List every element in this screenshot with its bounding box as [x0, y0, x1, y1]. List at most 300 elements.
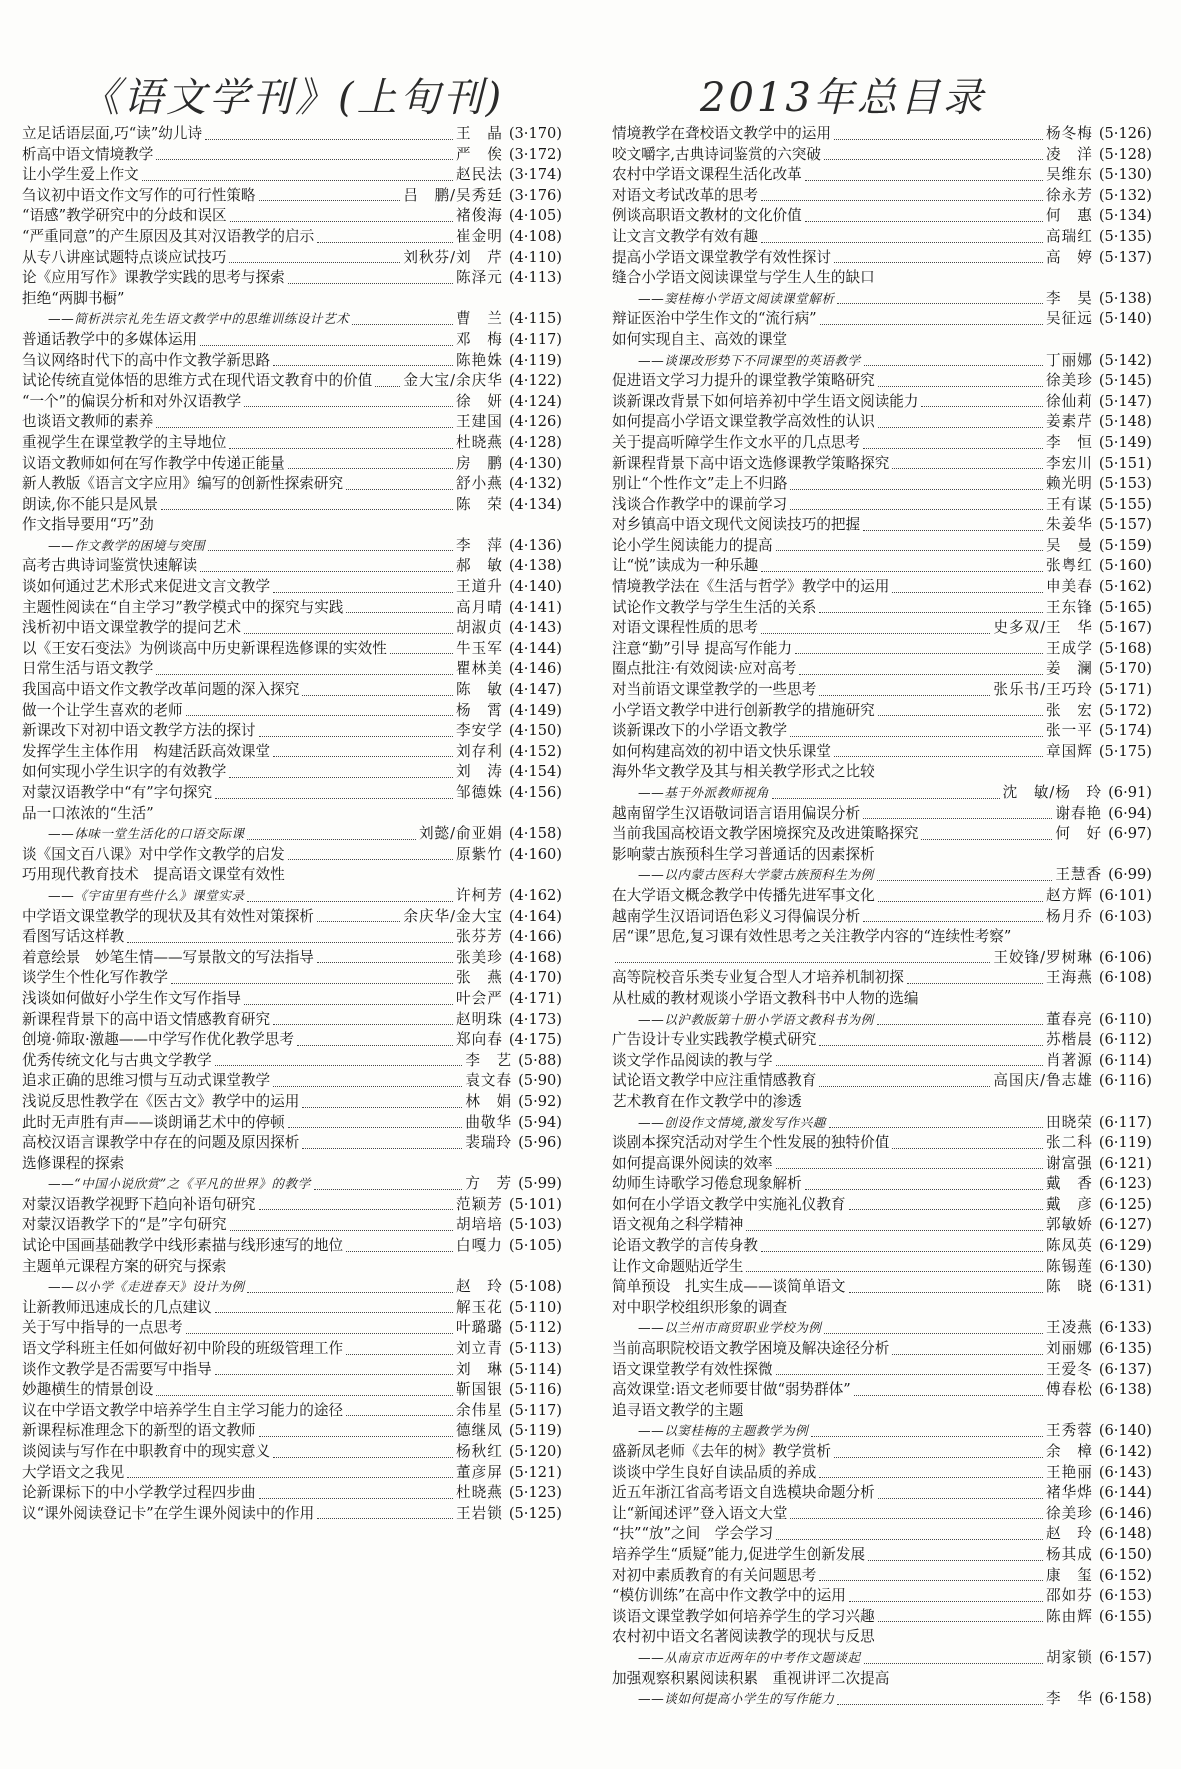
entry-title: 幼师生诗歌学习倦怠现象解析	[612, 1175, 802, 1193]
entry-title: 语文课堂教学有效性探微	[612, 1360, 773, 1378]
entry-title: 浅谈合作教学中的课前学习	[612, 495, 788, 513]
entry-page: (4·160)	[508, 845, 562, 863]
entry-page: (5·170)	[1098, 660, 1152, 678]
entry-line	[22, 1401, 562, 1422]
dot-leader	[229, 777, 453, 778]
entry-title: 析高中语文情境教学	[22, 145, 154, 163]
entry-line	[612, 639, 1152, 660]
toc-entry	[612, 804, 1152, 825]
dot-leader	[819, 1086, 990, 1087]
entry-title: 试论传统直觉体悟的思维方式在现代语文教育中的价值	[22, 372, 373, 390]
entry-author: 李宏川	[1046, 454, 1093, 472]
entry-page: (5·96)	[518, 1134, 562, 1152]
dot-leader	[863, 921, 1043, 922]
entry-title-line	[612, 989, 1152, 1010]
entry-line	[612, 495, 1152, 516]
entry-title: 主题性阅读在“自主学习”教学模式中的探究与实践	[22, 598, 344, 616]
entry-title: 对语文考试改革的思考	[612, 186, 758, 204]
entry-title: 做一个让学生喜欢的老师	[22, 701, 183, 719]
entry-page: (6·140)	[1098, 1422, 1152, 1440]
toc-entry	[22, 1154, 562, 1195]
toc-entry	[22, 1463, 562, 1484]
toc-entry	[612, 1483, 1152, 1504]
entry-page: (4·110)	[508, 248, 562, 266]
entry-author: 张一平	[1046, 722, 1093, 740]
entry-page: (6·94)	[1108, 804, 1152, 822]
entry-page: (6·129)	[1098, 1237, 1152, 1255]
entry-author: 史多双/王 华	[993, 619, 1093, 637]
entry-author-line	[22, 886, 562, 907]
toc-entry	[612, 474, 1152, 495]
dot-leader	[273, 756, 453, 757]
entry-page: (5·168)	[1098, 639, 1152, 657]
entry-title: “扶”“放”之间 学会学习	[612, 1525, 774, 1543]
entry-line	[22, 598, 562, 619]
dot-leader	[863, 818, 1052, 819]
toc-entry	[612, 186, 1152, 207]
entry-page: (5·171)	[1098, 681, 1152, 699]
entry-title-line	[612, 1298, 1152, 1319]
entry-author: 褚华烨	[1046, 1484, 1093, 1502]
entry-title: 谈文学作品阅读的教与学	[612, 1051, 773, 1069]
entry-subtitle: ——从南京市近两年的中考作文题谈起	[638, 1649, 861, 1665]
dot-leader	[314, 1189, 463, 1190]
entry-page: (5·148)	[1098, 413, 1152, 431]
entry-author: 何 惠	[1046, 207, 1093, 225]
entry-title-line	[612, 330, 1152, 351]
dot-leader	[878, 1621, 1043, 1622]
dot-leader	[878, 1498, 1043, 1499]
entry-author: 徐仙莉	[1046, 392, 1093, 410]
entry-page: (5·155)	[1098, 495, 1152, 513]
toc-entry	[612, 145, 1152, 166]
entry-page: (5·147)	[1098, 392, 1152, 410]
entry-page: (6·125)	[1098, 1195, 1152, 1213]
entry-page: (6·97)	[1108, 825, 1152, 843]
dot-leader	[761, 571, 1043, 572]
entry-author: 康 玺	[1046, 1566, 1093, 1584]
entry-page: (6·158)	[1098, 1690, 1152, 1708]
toc-entry	[612, 1154, 1152, 1175]
toc-entry	[22, 639, 562, 660]
entry-author: 戴 香	[1046, 1175, 1093, 1193]
entry-line	[22, 1195, 562, 1216]
toc-entry	[612, 824, 1152, 845]
entry-author: 邓 梅	[456, 330, 503, 348]
dot-leader	[761, 633, 990, 634]
entry-title: 拒绝“两脚书橱”	[22, 289, 125, 307]
toc-entry	[612, 1051, 1152, 1072]
entry-author: 陈 荣	[456, 495, 503, 513]
dot-leader	[849, 1209, 1044, 1210]
entry-author: 徐美珍	[1046, 372, 1093, 390]
dot-leader	[819, 1580, 1043, 1581]
entry-author: 刘懿/俞亚娟	[418, 825, 503, 843]
entry-subtitle: ——简析洪宗礼先生语文教学中的思维训练设计艺术	[48, 311, 350, 327]
entry-line	[22, 577, 562, 598]
entry-author: 吴 曼	[1046, 536, 1093, 554]
toc-entry	[22, 1318, 562, 1339]
dot-leader	[790, 1518, 1043, 1519]
toc-entry	[22, 1010, 562, 1031]
entry-author: 舒小燕	[456, 475, 503, 493]
entry-title-line	[612, 1627, 1152, 1648]
dot-leader	[892, 1148, 1043, 1149]
dot-leader	[824, 159, 1043, 160]
entry-line	[22, 474, 562, 495]
entry-title: 论《应用写作》课教学实践的思考与探索	[22, 269, 285, 287]
entry-author: 徐永芳	[1046, 186, 1093, 204]
dot-leader	[375, 386, 400, 387]
entry-author: 原紫竹	[456, 845, 503, 863]
entry-line	[612, 618, 1152, 639]
entry-line	[612, 1030, 1152, 1051]
dot-leader	[244, 406, 453, 407]
toc-entry	[22, 968, 562, 989]
entry-title: 情境教学在聋校语文教学中的运用	[612, 125, 831, 142]
entry-title: 越南留学生汉语敬词语言语用偏误分析	[612, 804, 861, 822]
entry-page: (5·120)	[508, 1443, 562, 1460]
entry-author: 何 好	[1055, 825, 1103, 843]
dot-leader	[297, 1045, 453, 1046]
entry-line	[612, 1236, 1152, 1257]
entry-subtitle: ——体味一堂生活化的口语交际课	[48, 826, 245, 842]
entry-page: (4·115)	[508, 310, 562, 328]
entry-author-line	[22, 309, 562, 330]
dot-leader	[127, 942, 453, 943]
toc-entry	[22, 577, 562, 598]
entry-page: (6·121)	[1098, 1154, 1152, 1172]
entry-title: 新课程背景下的高中语文情感教育研究	[22, 1010, 271, 1028]
entry-title-line	[612, 845, 1152, 866]
entry-page: (4·105)	[508, 207, 562, 225]
dot-leader	[776, 550, 1043, 551]
toc-entry	[22, 248, 562, 269]
dot-leader	[776, 1168, 1043, 1169]
dot-leader	[215, 798, 453, 799]
entry-author: 刘 涛	[456, 763, 503, 781]
entry-line	[612, 1566, 1152, 1587]
entry-page: (6·144)	[1098, 1484, 1152, 1502]
entry-line	[612, 1586, 1152, 1607]
entry-title: 谈剧本探究活动对学生个性发展的独特价值	[612, 1134, 890, 1152]
dot-leader	[892, 592, 1043, 593]
entry-line	[22, 1051, 562, 1072]
entry-author: 余伟星	[456, 1401, 503, 1419]
dot-leader	[819, 612, 1043, 613]
entry-title: 关于写中指导的一点思考	[22, 1319, 183, 1337]
toc-entry	[612, 1360, 1152, 1381]
entry-page: (5·159)	[1098, 536, 1152, 554]
entry-title: 谈新课改背景下如何培养初中学生语文阅读能力	[612, 392, 919, 410]
entry-page: (5·116)	[508, 1381, 562, 1399]
entry-author: 沈 敏/杨 玲	[1002, 784, 1103, 801]
entry-title: 论小学生阅读能力的提高	[612, 536, 773, 554]
entry-author: 张美珍	[456, 948, 503, 966]
entry-line	[22, 927, 562, 948]
entry-title: 如何构建高效的初中语文快乐课堂	[612, 742, 831, 760]
toc-entry	[612, 721, 1152, 742]
entry-page: (5·108)	[508, 1278, 562, 1296]
entry-title: 广告设计专业实践教学模式研究	[612, 1031, 817, 1049]
dot-leader	[829, 1127, 1043, 1128]
dot-leader	[863, 530, 1043, 531]
entry-subtitle: ——以窦桂梅的主题教学为例	[638, 1423, 809, 1439]
entry-line	[612, 227, 1152, 248]
entry-line	[22, 1318, 562, 1339]
entry-title: 着意绘景 妙笔生情——写景散文的写法指导	[22, 948, 314, 966]
entry-author: 王艳丽	[1046, 1463, 1093, 1481]
entry-subtitle: ——以小学《走进春天》设计为例	[48, 1279, 245, 1295]
entry-line	[612, 1524, 1152, 1545]
toc-entry	[22, 783, 562, 804]
entry-author: 王海燕	[1046, 969, 1093, 987]
entry-title: 对乡镇高中语文现代文阅读技巧的把握	[612, 516, 861, 534]
toc-entry	[612, 886, 1152, 907]
entry-author-line	[612, 1010, 1152, 1031]
entry-title: 也谈语文教师的素养	[22, 413, 154, 431]
entry-line	[22, 618, 562, 639]
entry-page: (5·88)	[518, 1051, 562, 1069]
entry-author: 苏楷晨	[1046, 1031, 1093, 1049]
entry-page: (5·119)	[508, 1422, 562, 1440]
entry-page: (6·112)	[1098, 1031, 1152, 1049]
entry-line	[612, 392, 1152, 413]
dot-leader	[805, 1189, 1043, 1190]
entry-title: 海外华文教学及其与相关教学形式之比较	[612, 763, 875, 781]
entry-author: 高月晴	[456, 598, 503, 616]
dot-leader	[346, 1415, 453, 1416]
dot-leader	[259, 1498, 454, 1499]
entry-author: 王爱冬	[1046, 1360, 1093, 1378]
dot-leader	[837, 303, 1043, 304]
toc-entry	[22, 206, 562, 227]
toc-entry	[22, 762, 562, 783]
entry-page: (4·150)	[508, 722, 562, 740]
toc-entry	[22, 289, 562, 330]
entry-line	[612, 124, 1152, 145]
entry-line	[612, 206, 1152, 227]
toc-entry	[22, 1483, 562, 1504]
toc-entry	[612, 1586, 1152, 1607]
entry-title: 注意“勤”引导 提高写作能力	[612, 639, 793, 657]
entry-page: (6·106)	[1098, 948, 1152, 966]
dot-leader	[819, 1477, 1043, 1478]
entry-title: 作文指导要用“巧”劲	[22, 516, 154, 534]
entry-page: (4·126)	[508, 413, 562, 431]
entry-subtitle: ——窦桂梅小学语文阅读课堂解析	[638, 290, 835, 306]
entry-author: 杨秋红	[456, 1443, 503, 1460]
toc-entry	[612, 1545, 1152, 1566]
entry-line	[612, 536, 1152, 557]
entry-subtitle: ——基于外派教师视角	[638, 785, 769, 800]
entry-line	[612, 1360, 1152, 1381]
toc-entry	[612, 762, 1152, 803]
toc-entry	[22, 371, 562, 392]
entry-line	[612, 1380, 1152, 1401]
entry-page: (5·165)	[1098, 598, 1152, 616]
dot-leader	[229, 262, 400, 263]
dot-leader	[811, 1436, 1043, 1437]
entry-page: (6·148)	[1098, 1525, 1152, 1543]
entry-line	[22, 907, 562, 928]
entry-title: 让作文命题贴近学生	[612, 1257, 744, 1275]
dot-leader	[302, 695, 453, 696]
entry-title-line	[22, 1154, 562, 1175]
toc-entry	[22, 1071, 562, 1092]
entry-page: (6·110)	[1098, 1010, 1152, 1028]
entry-line	[22, 1298, 562, 1319]
toc-entry	[22, 1401, 562, 1422]
entry-title: 刍议初中语文作文写作的可行性策略	[22, 186, 256, 204]
dot-leader	[317, 242, 453, 243]
toc-entry	[612, 268, 1152, 309]
entry-line	[22, 968, 562, 989]
entry-author: 裴瑞玲	[465, 1134, 513, 1152]
entry-page: (5·90)	[518, 1072, 562, 1090]
toc-entry	[612, 845, 1152, 886]
toc-entry	[612, 495, 1152, 516]
entry-page: (5·175)	[1098, 742, 1152, 760]
entry-line	[22, 1339, 562, 1360]
entry-title: 试论作文教学与学生生活的关系	[612, 598, 817, 616]
dot-leader	[171, 983, 453, 984]
dot-leader	[156, 674, 453, 675]
entry-title: 圈点批注·有效阅读·应对高考	[612, 660, 797, 678]
entry-author: 王姣锋/罗树琳	[993, 948, 1093, 966]
entry-author: 方 芳	[465, 1175, 513, 1193]
entry-author: 陈艳姝	[456, 351, 503, 369]
entry-author: 吴维东	[1046, 166, 1093, 184]
entry-author: 刘秋芬/刘 芹	[403, 248, 503, 266]
dot-leader	[878, 901, 1043, 902]
toc-entry	[612, 1257, 1152, 1278]
dot-leader	[127, 1477, 453, 1478]
entry-author: 杨月乔	[1046, 907, 1093, 925]
entry-title: 此时无声胜有声——谈朗诵艺术中的停顿	[22, 1113, 285, 1131]
entry-author: 王慧香	[1055, 866, 1103, 884]
entry-title: 论新课标下的中小学教学过程四步曲	[22, 1484, 256, 1502]
entry-line	[612, 309, 1152, 330]
entry-author: 吴征远	[1046, 310, 1093, 328]
entry-author: 刘立青	[456, 1340, 503, 1358]
toc-entry	[22, 1442, 562, 1463]
entry-page: (5·145)	[1098, 372, 1152, 390]
dot-leader	[215, 1374, 453, 1375]
entry-page: (5·114)	[508, 1360, 562, 1378]
entry-author: 董彦屏	[456, 1463, 503, 1481]
entry-author: 曹 兰	[456, 310, 503, 328]
entry-page: (4·154)	[508, 763, 562, 781]
entry-author: 王岩锁	[456, 1504, 503, 1522]
dot-leader	[776, 1374, 1043, 1375]
entry-title: 让小学生爱上作文	[22, 166, 139, 184]
dot-leader	[820, 324, 1043, 325]
entry-page: (4·128)	[508, 433, 562, 451]
entry-author: 张 宏	[1046, 701, 1093, 719]
entry-author: 谢富强	[1046, 1154, 1093, 1172]
dot-leader	[824, 1333, 1043, 1334]
toc-entry	[612, 1380, 1152, 1401]
entry-line	[612, 1051, 1152, 1072]
dot-leader	[790, 489, 1043, 490]
entry-author: 德继凤	[456, 1422, 503, 1440]
entry-page: (5·132)	[1098, 186, 1152, 204]
entry-author-line	[612, 783, 1152, 804]
dot-leader	[230, 221, 453, 222]
entry-page: (5·172)	[1098, 701, 1152, 719]
entry-page: (6·119)	[1098, 1134, 1152, 1152]
entry-title: “严重同意”的产生原因及其对汉语教学的启示	[22, 227, 315, 245]
entry-author-line	[22, 536, 562, 557]
entry-line	[22, 1071, 562, 1092]
entry-line	[22, 392, 562, 413]
dot-leader	[302, 1107, 462, 1108]
toc-entry	[612, 227, 1152, 248]
entry-author: 张粤红	[1046, 557, 1093, 575]
entry-title-line	[612, 927, 1152, 948]
dot-leader	[247, 839, 416, 840]
entry-title: 试论中国画基础教学中线形素描与线形速写的地位	[22, 1237, 344, 1255]
entry-author: 赵明珠	[456, 1010, 503, 1028]
toc-entry	[612, 907, 1152, 928]
entry-page: (4·134)	[508, 495, 562, 513]
entry-author: 陈锡莲	[1046, 1257, 1093, 1275]
toc-entry	[22, 556, 562, 577]
toc-entry	[612, 1236, 1152, 1257]
entry-title: 高考古典诗词鉴赏快速解读	[22, 557, 198, 575]
entry-page: (3·172)	[508, 145, 562, 163]
entry-author-line	[22, 824, 562, 845]
entry-author: 余 樟	[1046, 1443, 1093, 1460]
entry-line	[22, 1030, 562, 1051]
dot-leader	[837, 1704, 1043, 1705]
entry-title: 追求正确的思维习惯与互动式课堂教学	[22, 1072, 271, 1090]
entry-author-line	[612, 1421, 1152, 1442]
entry-title: 促进语文学习力提升的课堂教学策略研究	[612, 372, 875, 390]
entry-page: (4·158)	[508, 825, 562, 843]
toc-entry	[22, 1339, 562, 1360]
entry-author: 高国庆/鲁志雄	[993, 1072, 1093, 1090]
entry-line	[22, 701, 562, 722]
entry-line	[22, 165, 562, 186]
entry-title: 语文视角之科学精神	[612, 1216, 744, 1234]
entry-author-line	[612, 289, 1152, 310]
entry-title: 谈阅读与写作在中职教育中的现实意义	[22, 1443, 271, 1460]
dot-leader	[746, 1271, 1043, 1272]
entry-line	[612, 824, 1152, 845]
entry-line	[22, 1463, 562, 1484]
entry-author-line	[612, 865, 1152, 886]
entry-line	[612, 433, 1152, 454]
dot-leader	[259, 1209, 454, 1210]
entry-line	[612, 886, 1152, 907]
entry-line	[612, 598, 1152, 619]
entry-author: 张乐书/王巧玲	[993, 681, 1093, 699]
entry-page: (4·173)	[508, 1010, 562, 1028]
toc-entry	[22, 1051, 562, 1072]
toc-entry	[612, 433, 1152, 454]
entry-page: (4·122)	[508, 372, 562, 390]
dot-leader	[772, 798, 1000, 799]
entry-page: (6·127)	[1098, 1216, 1152, 1234]
entry-title: 辩证医治中学生作文的“流行病”	[612, 310, 817, 328]
entry-subtitle: ——以内蒙古医科大学蒙古族预科生为例	[638, 867, 874, 883]
entry-line	[612, 1257, 1152, 1278]
entry-title: “语感”教学研究中的分歧和误区	[22, 207, 227, 225]
entry-page: (3·170)	[508, 125, 562, 142]
entry-page: (6·135)	[1098, 1340, 1152, 1358]
